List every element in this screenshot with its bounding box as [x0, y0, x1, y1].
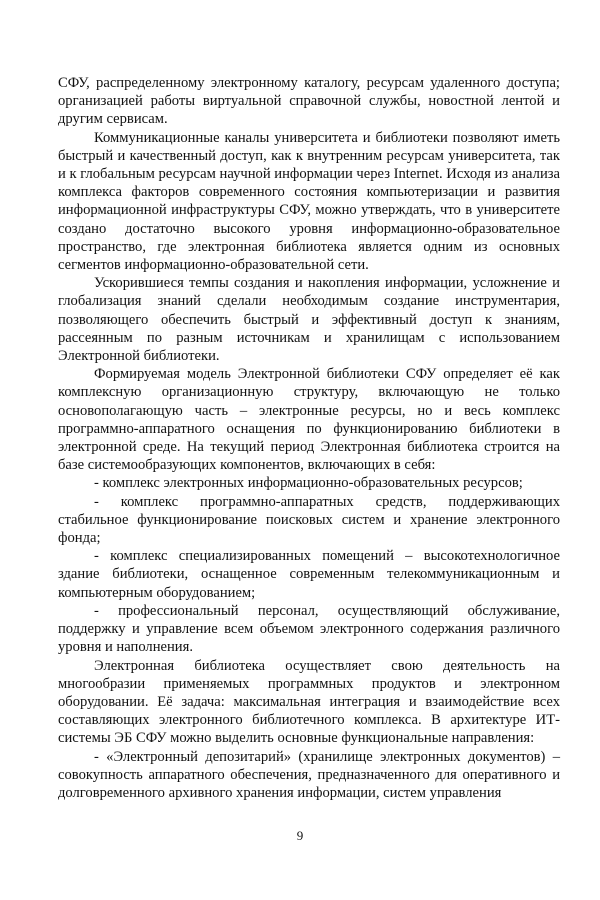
list-item-depository: - «Электронный депозитарий» (хранилище электронных документов) – совокупность аппаратного обеспечения, предназначенного для оперативного и долговременного архивного хранения информации, систем управления	[58, 748, 560, 801]
paragraph-4: Формируемая модель Электронной библиотеки СФУ определяет её как комплексную организационную структуру, включающую не только основополагающую часть – электронные ресурсы, но и весь комплекс программно-аппаратного оснащения по функционированию библиотеки в электронной среде. На текущий период Электронная библиотека строится на базе системообразующих компонентов, включающих в себя:	[58, 366, 560, 474]
paragraph-1: СФУ, распределенному электронному каталогу, ресурсам удаленного доступа; организацией работы виртуальной справочной службы, новостной лентой и другим сервисам.	[58, 75, 560, 128]
list-item-hardware: - комплекс программно-аппаратных средств, поддерживающих стабильное функционирование поисковых систем и хранение электронного фонда;	[58, 493, 560, 547]
paragraph-3: Ускорившиеся темпы создания и накопления информации, усложнение и глобализация знаний сделали необходимым создание инструментария, позволяющего обеспечить быстрый и эффективный доступ к знаниям, рассеянным по разным источникам и хранилищам с использованием Электронной библиотеки.	[58, 275, 560, 365]
list-item-premises: - комплекс специализированных помещений – высокотехнологичное здание библиотеки, оснащенное современным телекоммуникационным и компьютерным оборудованием;	[58, 548, 560, 601]
list-item-resources: - комплекс электронных информационно-образовательных ресурсов;	[94, 475, 523, 492]
document-body	[58, 74, 560, 802]
paragraph-2: Коммуникационные каналы университета и библиотеки позволяют иметь быстрый и качественный доступ, как к внутренним ресурсам университета, так и к глобальным ресурсам научной информации через Internet. Исходя из анализа комплекса факторов современного состояния компьютеризации и развития информационной инфраструктуры СФУ, можно утверждать, что в университете создано достаточно высокого уровня информационно-образовательное пространство, где электронная библиотека является одним из основных сегментов информационно-образовательной сети.	[58, 129, 560, 274]
paragraph-5: Электронная библиотека осуществляет свою деятельность на многообразии применяемых программных продуктов и электронном оборудовании. Её задача: максимальная интеграция и взаимодействие всех составляющих электронного библиотечного комплекса. В архитектуре ИТ-системы ЭБ СФУ можно выделить основные функциональные направления:	[58, 657, 560, 747]
list-item-personnel: - профессиональный персонал, осуществляющий обслуживание, поддержку и управление всем объемом электронного содержания различного уровня и наполнения.	[58, 602, 560, 656]
page-number: 9	[296, 828, 304, 843]
